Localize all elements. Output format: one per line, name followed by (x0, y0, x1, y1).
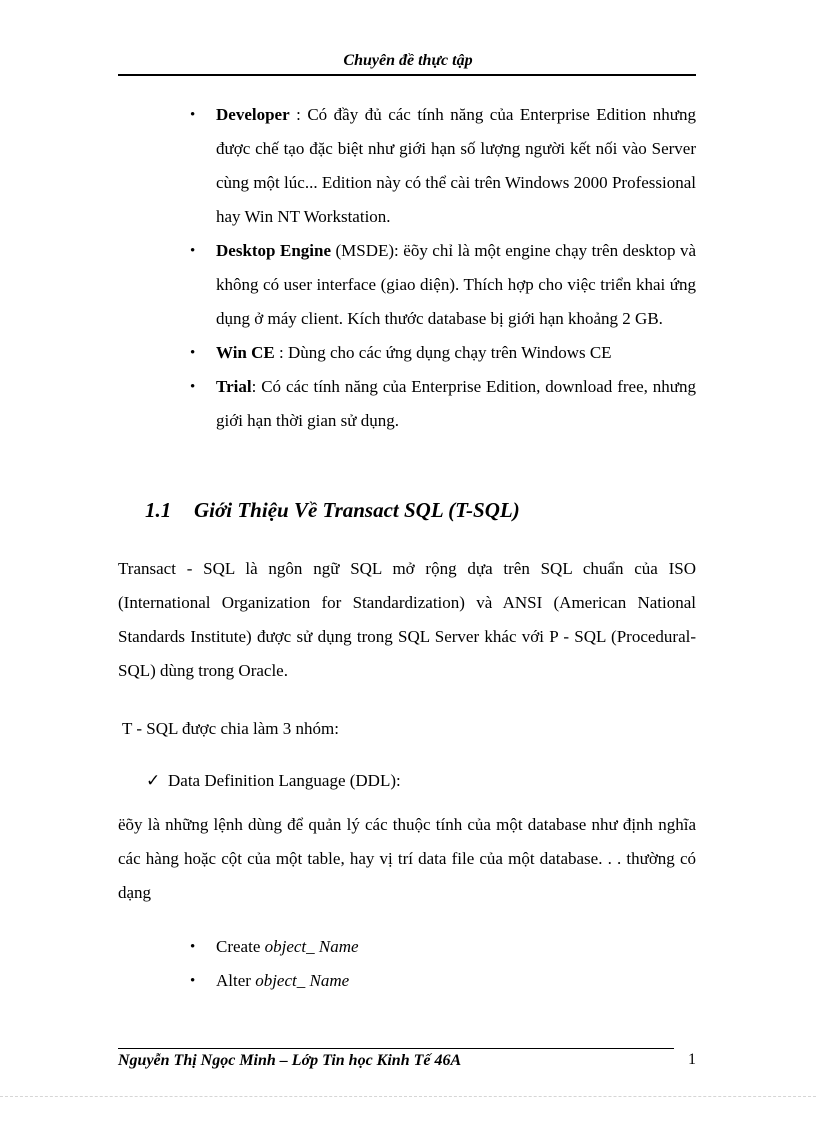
section-heading (145, 498, 520, 523)
check-mark-icon: ✓ (146, 771, 161, 790)
command-verb: Alter (216, 971, 256, 990)
ddl-label: Data Definition Language (DDL): (168, 771, 401, 790)
term: Desktop Engine (216, 241, 332, 260)
list-item-trial (118, 370, 696, 438)
ddl-item (146, 764, 401, 798)
description: : Có đầy đủ các tính năng của Enterprise Edition nhưng được chế tạo đặc biệt như giới hạn số lượng người kết nối vào Server cùng một lúc... Edition này có thể cài trên Windows 2000 Professional hay Win NT Workstation. (216, 105, 696, 226)
editions-list (118, 98, 696, 438)
list-item-alter (118, 964, 696, 998)
groups-paragraph: T - SQL được chia làm 3 nhóm: (122, 719, 339, 738)
page-header-title: Chuyên đề thực tập (343, 52, 473, 69)
term: Win CE (216, 343, 275, 362)
description: (MSDE): ëõy chỉ là một engine chạy trên desktop và không có user interface (giao diện). Thích hợp cho việc triển khai ứng dụng ở máy client. Kích thước database bị giới hạn khoảng 2 GB. (216, 241, 696, 328)
footer-author: Nguyễn Thị Ngọc Minh – Lớp Tin học Kinh Tế 46A (118, 1052, 462, 1069)
intro-paragraph: Transact - SQL là ngôn ngữ SQL mở rộng dựa trên SQL chuẩn của ISO (International Organization for Standardization) và ANSI (American National Standards Institute) được sử dụng trong SQL Server khác với P - SQL (Procedural-SQL) dùng trong Oracle. (118, 559, 696, 680)
commands-list (118, 930, 696, 998)
page-number: 1 (688, 1051, 696, 1068)
footer-rule (118, 1048, 674, 1049)
command-object: object_ Name (264, 937, 359, 956)
ddl-description: ëõy là những lệnh dùng để quản lý các thuộc tính của một database như định nghĩa các hàng hoặc cột của một table, hay vị trí data file của một database. . . thường có dạng (118, 815, 696, 902)
list-item-create (118, 930, 696, 964)
command-object: object_ Name (255, 971, 350, 990)
description: : Dùng cho các ứng dụng chạy trên Windows CE (274, 343, 612, 362)
command-verb: Create (216, 937, 265, 956)
list-item-win-ce (118, 336, 696, 370)
page-bottom-edge (0, 1096, 816, 1097)
list-item-desktop-engine (118, 234, 696, 336)
header-rule (118, 74, 696, 76)
list-item-developer (118, 98, 696, 234)
description: : Có các tính năng của Enterprise Edition, download free, nhưng giới hạn thời gian sử dụng. (216, 377, 696, 430)
term: Developer (216, 105, 290, 124)
term: Trial (216, 377, 252, 396)
section-number: 1.1 (145, 498, 172, 522)
section-title: Giới Thiệu Về Transact SQL (T-SQL) (194, 498, 520, 522)
